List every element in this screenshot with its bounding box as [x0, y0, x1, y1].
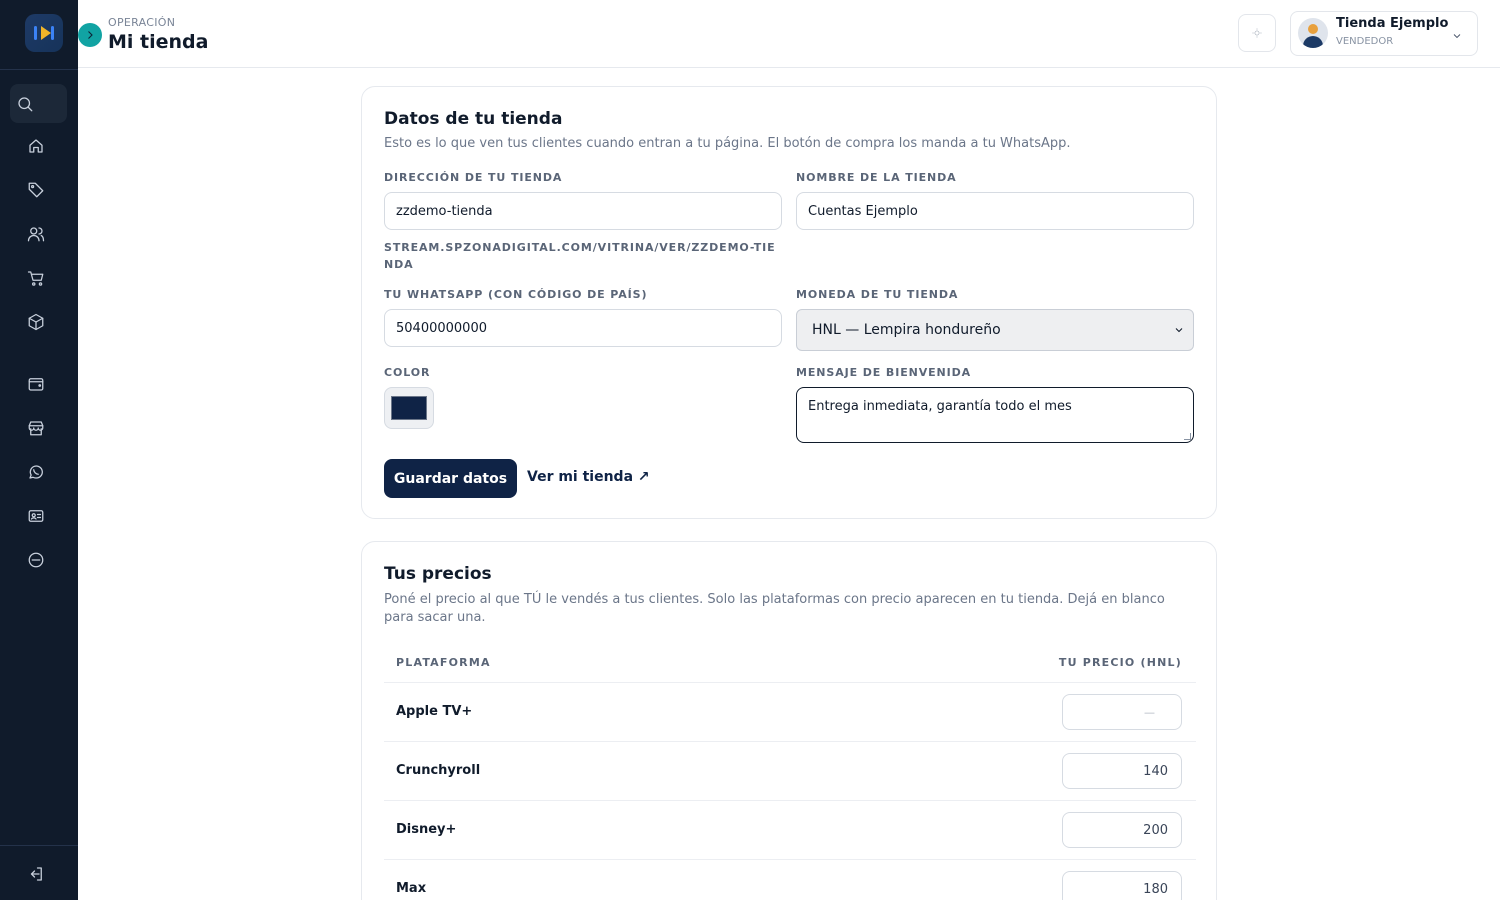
- users-icon[interactable]: [25, 223, 47, 245]
- resize-handle[interactable]: [1184, 433, 1191, 440]
- column-header-price: TU PRECIO (HNL): [1058, 656, 1182, 669]
- home-icon[interactable]: [25, 135, 47, 157]
- card-title: Datos de tu tienda: [384, 109, 563, 129]
- sun-icon: [1252, 28, 1262, 38]
- tag-icon[interactable]: [25, 179, 47, 201]
- logo-bar-right: [51, 26, 54, 40]
- id-card-icon[interactable]: [25, 505, 47, 527]
- user-role: VENDEDOR: [1336, 36, 1394, 47]
- price-input[interactable]: 180: [1062, 871, 1182, 900]
- welcome-message-text: Entrega inmediata, garantía todo el mes: [808, 399, 1072, 414]
- table-divider: [384, 859, 1196, 860]
- chevron-right-icon: [84, 29, 96, 41]
- box-icon[interactable]: [25, 311, 47, 333]
- table-row-platform: Disney+: [396, 822, 457, 837]
- address-label: DIRECCIÓN DE TU TIENDA: [384, 171, 563, 184]
- logout-icon[interactable]: [25, 863, 47, 885]
- color-swatch-fill: [391, 396, 427, 420]
- top-bar: [78, 0, 1500, 68]
- price-input[interactable]: 140: [1062, 753, 1182, 789]
- logo-bar-left: [34, 26, 37, 40]
- welcome-label: MENSAJE DE BIENVENIDA: [796, 366, 972, 379]
- minus-circle-icon[interactable]: [25, 549, 47, 571]
- cart-icon[interactable]: [25, 267, 47, 289]
- address-input[interactable]: zzdemo-tienda: [384, 192, 782, 230]
- table-divider: [384, 800, 1196, 801]
- card-title: Tus precios: [384, 564, 492, 584]
- table-divider: [384, 741, 1196, 742]
- whatsapp-input[interactable]: 50400000000: [384, 309, 782, 347]
- avatar-body: [1303, 36, 1323, 48]
- table-row-platform: Crunchyroll: [396, 763, 481, 778]
- color-picker[interactable]: [384, 387, 434, 429]
- whatsapp-icon[interactable]: [25, 461, 47, 483]
- table-row-platform: Max: [396, 881, 427, 896]
- chevron-down-icon: [1173, 324, 1185, 336]
- sidebar-divider-bottom: [0, 845, 78, 846]
- play-logo-icon[interactable]: [25, 14, 63, 52]
- sidebar-divider: [0, 69, 78, 70]
- store-icon[interactable]: [25, 417, 47, 439]
- breadcrumb: OPERACIÓN: [108, 16, 176, 29]
- table-divider: [384, 682, 1196, 683]
- store-data-card: [361, 86, 1217, 519]
- page-title: Mi tienda: [108, 31, 209, 53]
- card-description: Poné el precio al que TÚ le vendés a tus clientes. Solo las plataformas con precio aparecen en tu tienda. Dejá en blanco para sacar una.: [384, 592, 1165, 625]
- user-menu[interactable]: [1290, 11, 1478, 56]
- currency-value: HNL — Lempira hondureño: [812, 322, 1001, 338]
- logo-triangle: [41, 26, 51, 40]
- store-name-label: NOMBRE DE LA TIENDA: [796, 171, 957, 184]
- save-button[interactable]: Guardar datos: [384, 459, 517, 498]
- view-store-link[interactable]: Ver mi tienda ↗: [527, 469, 650, 485]
- prices-card: [361, 541, 1217, 900]
- sidebar-search[interactable]: [10, 84, 67, 123]
- table-row-platform: Apple TV+: [396, 704, 473, 719]
- welcome-message-textarea[interactable]: [796, 387, 1194, 443]
- chevron-down-icon: [1451, 27, 1463, 39]
- wallet-icon[interactable]: [25, 373, 47, 395]
- card-description: Esto es lo que ven tus clientes cuando entran a tu página. El botón de compra los manda a tu WhatsApp.: [384, 136, 1071, 151]
- price-input[interactable]: —: [1062, 694, 1182, 730]
- column-header-platform: PLATAFORMA: [396, 656, 491, 669]
- price-input[interactable]: 200: [1062, 812, 1182, 848]
- sidebar: [0, 0, 78, 900]
- currency-select[interactable]: [796, 309, 1194, 351]
- store-name-input[interactable]: Cuentas Ejemplo: [796, 192, 1194, 230]
- store-url-hint: STREAM.SPZONADIGITAL.COM/VITRINA/VER/ZZDEMO-TIENDA: [384, 241, 776, 271]
- currency-label: MONEDA DE TU TIENDA: [796, 288, 959, 301]
- expand-sidebar-button[interactable]: [78, 23, 102, 47]
- search-icon: [14, 93, 36, 115]
- user-name: Tienda Ejemplo: [1336, 16, 1449, 31]
- avatar-head: [1308, 24, 1318, 34]
- color-label: COLOR: [384, 366, 431, 379]
- whatsapp-label: TU WHATSAPP (CON CÓDIGO DE PAÍS): [384, 288, 648, 301]
- theme-toggle-button[interactable]: [1238, 14, 1276, 52]
- avatar: [1298, 18, 1328, 48]
